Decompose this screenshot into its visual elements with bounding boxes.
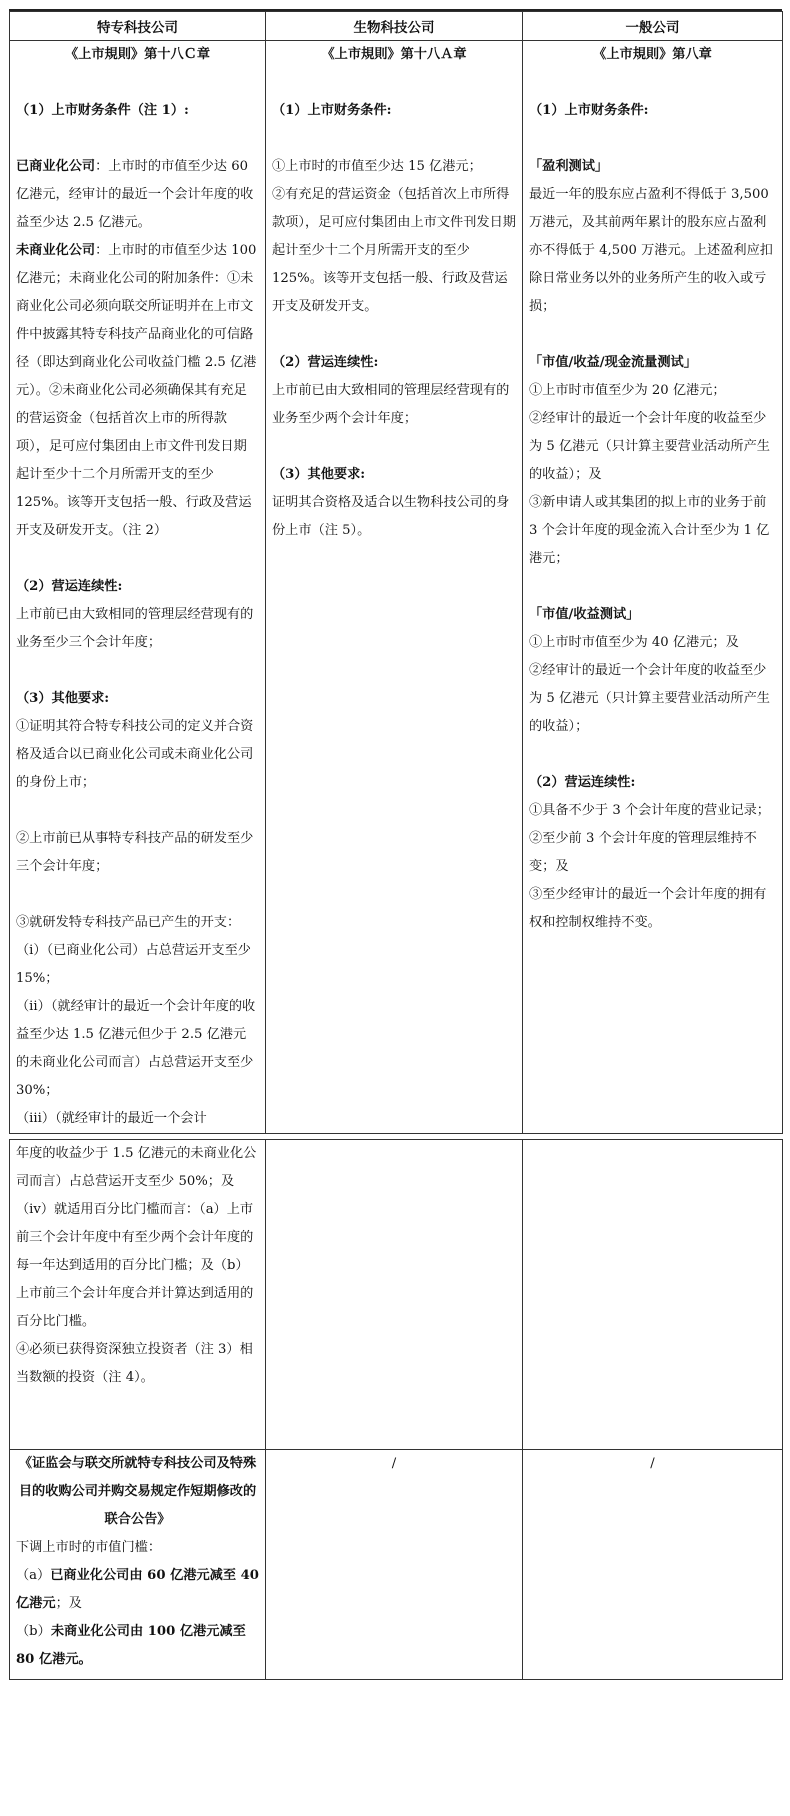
- general-operations-item-1: ①具备不少于 3 个会计年度的营业记录；: [529, 803, 770, 818]
- cap-revenue-cashflow-item-1: ①上市时市值至少为 20 亿港元；: [529, 383, 726, 398]
- other-item-3: ③就研发特专科技产品已产生的开支：: [16, 915, 241, 930]
- biotech-financial-title: （1）上市财务条件:: [272, 103, 392, 118]
- section-operations-title: （2）营运连续性:: [16, 579, 123, 594]
- general-operations-item-2: ②至少前 3 个会计年度的管理层维持不变；及: [529, 831, 757, 874]
- threshold-a-suffix: ；及: [55, 1596, 82, 1611]
- cell-general: [523, 41, 783, 1134]
- cap-revenue-title: 「市值/收益测试」: [529, 607, 640, 622]
- section-operations-text: 上市前已由大致相同的管理层经营现有的业务至少三个会计年度；: [16, 607, 254, 650]
- cap-revenue-cashflow-item-2: ②经审计的最近一个会计年度的收益至少为 5 亿港元（只计算主要营业活动所产生的收益）；及: [529, 411, 770, 482]
- threshold-intro: 下调上市时的市值门槛：: [16, 1540, 162, 1555]
- threshold-item-a: [16, 1562, 264, 1618]
- not-applicable-general: /: [650, 1456, 655, 1471]
- profit-test-text: 最近一年的股东应占盈利不得低于 3,500 万港元，及其前两年累计的股东应占盈利亦不得低于 4,500 万港元。上述盈利应扣除日常业务以外的业务所产生的收入或亏损；: [529, 187, 773, 314]
- cell-specialist-tech: [10, 41, 266, 1134]
- biotech-other-text: 证明其合资格及适合以生物科技公司的身份上市（注 5）。: [272, 495, 510, 538]
- table-row: [10, 1450, 783, 1680]
- other-item-1: ①证明其符合特专科技公司的定义并合资格及适合以已商业化公司或未商业化公司的身份上市；: [16, 719, 254, 790]
- precommercial-company-text: [16, 237, 259, 545]
- not-applicable-biotech: /: [391, 1456, 397, 1471]
- table-row: [10, 1140, 783, 1450]
- biotech-operations-text: 上市前已由大致相同的管理层经营现有的业务至少两个会计年度；: [272, 383, 510, 426]
- threshold-a-prefix: （a）: [16, 1568, 51, 1583]
- joint-announcement-title: 《证监会与联交所就特专科技公司及特殊目的收购公司并购交易规定作短期修改的联合公告》: [18, 1456, 257, 1527]
- biotech-item-1: ①上市时的市值至少达 15 亿港元；: [272, 159, 482, 174]
- header-general: 一般公司: [523, 12, 783, 41]
- general-financial-title: （1）上市财务条件:: [529, 103, 649, 118]
- cell-specialist-tech-continued: [10, 1140, 266, 1450]
- profit-test-title: 「盈利测试」: [529, 159, 609, 174]
- threshold-b-bold: 未商业化公司由 100 亿港元减至 80 亿港元。: [16, 1624, 251, 1667]
- cell-biotech: [266, 41, 523, 1134]
- biotech-other-title: （3）其他要求:: [272, 467, 366, 482]
- biotech-operations-title: （2）营运连续性:: [272, 355, 379, 370]
- cap-revenue-cashflow-item-3: ③新申请人或其集团的拟上市的业务于前 3 个会计年度的现金流入合计至少为 1 亿港元；: [529, 495, 771, 566]
- cell-general-na: [523, 1450, 783, 1680]
- rule-chapter-18c: 《上市規則》第十八Ｃ章: [64, 47, 211, 62]
- other-item-4: ④必须已获得资深独立投资者（注 3）相当数额的投资（注 4）。: [16, 1342, 253, 1385]
- header-row: [10, 12, 783, 41]
- other-item-3-iii-start: （iii）（就经审计的最近一个会计: [16, 1111, 207, 1126]
- other-item-2: ②上市前已从事特专科技产品的研发至少三个会计年度；: [16, 831, 254, 874]
- commercial-body: ：上市时的市值至少达 60 亿港元，经审计的最近一个会计年度的收益至少达 2.5 亿港元。: [16, 159, 254, 230]
- cell-joint-announcement: [10, 1450, 266, 1680]
- precommercial-label: 未商业化公司: [16, 243, 96, 258]
- threshold-item-b: [16, 1618, 259, 1674]
- commercial-label: 已商业化公司: [16, 159, 96, 174]
- threshold-a-bold: 已商业化公司由 60 亿港元减至 40 亿港元: [16, 1568, 264, 1611]
- section-other-title: （3）其他要求:: [16, 691, 110, 706]
- other-item-3-iv: （iv）就适用百分比门槛而言：（a）上市前三个会计年度中有至少两个会计年度的每一年达到适用的百分比门槛；及（b）上市前三个会计年度合并计算达到适用的百分比门槛。: [16, 1202, 254, 1329]
- other-item-3-iii-end: 年度的收益少于 1.5 亿港元的未商业化公司而言）占总营运开支至少 50%；及: [16, 1146, 257, 1189]
- cap-revenue-item-2: ②经审计的最近一个会计年度的收益至少为 5 亿港元（只计算主要营业活动所产生的收益）；: [529, 663, 770, 734]
- table-row: [10, 41, 783, 1134]
- biotech-item-2: ②有充足的营运资金（包括首次上市所得款项），足可应付集团由上市文件刊发日期起计至少十二个月所需开支的至少 125%。该等开支包括一般、行政及营运开支及研发开支。: [272, 187, 516, 314]
- cell-general-empty: [523, 1140, 783, 1450]
- general-operations-title: （2）营运连续性:: [529, 775, 636, 790]
- rule-chapter-8: 《上市規則》第八章: [593, 47, 712, 62]
- precommercial-body: ：上市时的市值至少达 100 亿港元；未商业化公司的附加条件：①未商业化公司必须向联交所证明并在上市文件中披露其特专科技产品商业化的可信路径（即达到商业化公司收益门槛 2.5 亿港元）。②未商业化公司必须确保其有充足的营运资金（包括首次上市的所得款项），足可应付集团由上市文件刊发日期起计至少十二个月所需开支的至少 125%。该等开支包括一般、行政及营运开支及研发开支。（注 2）: [16, 243, 261, 538]
- cell-biotech-empty: [266, 1140, 523, 1450]
- header-specialist-tech: 特专科技公司: [10, 12, 266, 41]
- other-item-3-ii: （ii）（就经审计的最近一个会计年度的收益至少达 1.5 亿港元但少于 2.5 亿港元的未商业化公司而言）占总营运开支至少 30%；: [16, 999, 258, 1098]
- commercial-company-text: [16, 153, 259, 237]
- other-item-3-i: （i）（已商业化公司）占总营运开支至少 15%；: [16, 943, 256, 986]
- cell-biotech-na: [266, 1450, 523, 1680]
- listing-comparison-table: [9, 11, 783, 1680]
- section-financial-title: （1）上市财务条件（注 1）:: [16, 103, 189, 118]
- general-operations-item-3: ③至少经审计的最近一个会计年度的拥有权和控制权维持不变。: [529, 887, 767, 930]
- rule-chapter-18a: 《上市規則》第十八Ａ章: [321, 47, 467, 62]
- cap-revenue-item-1: ①上市时市值至少为 40 亿港元；及: [529, 635, 739, 650]
- header-biotech: 生物科技公司: [266, 12, 523, 41]
- cap-revenue-cashflow-title: 「市值/收益/现金流量测试」: [529, 355, 697, 370]
- threshold-b-prefix: （b）: [16, 1624, 51, 1639]
